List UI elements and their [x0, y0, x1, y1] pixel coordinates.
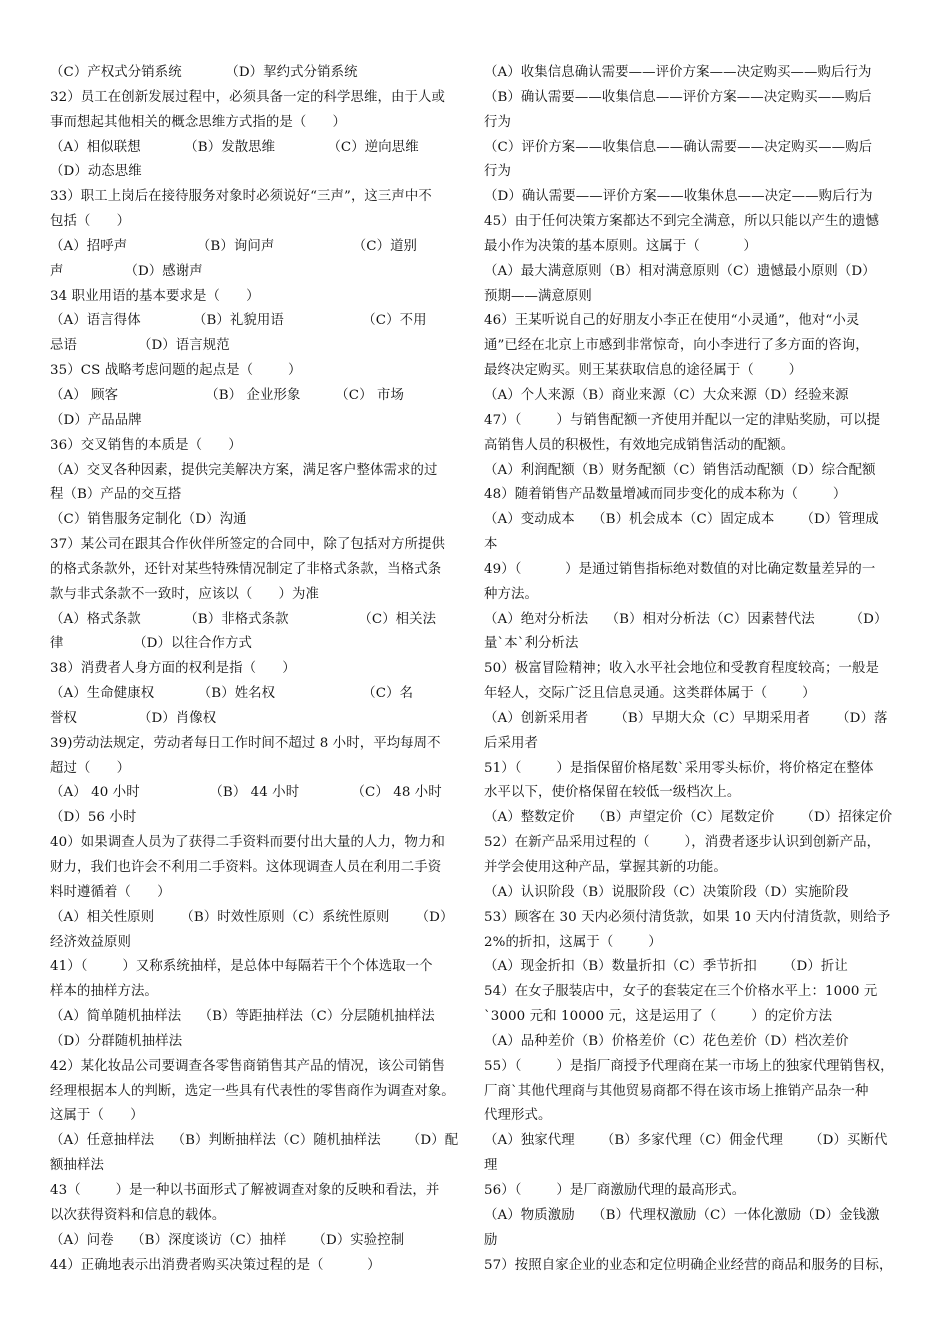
text-line: 励: [484, 1232, 498, 1248]
text-line: 33）职工上岗后在接待服务对象时必须说好“三声”，这三声中不: [50, 189, 432, 205]
text-line: 种方法。: [484, 586, 538, 602]
text-line: 厂商`其他代理商与其他贸易商都不得在该市场上推销产品杂一种: [484, 1083, 869, 1099]
text-line: 46）王某听说自己的好朋友小李正在使用“小灵通”，他对“小灵: [484, 313, 860, 329]
text-line: 经济效益原则: [50, 934, 131, 950]
text-line: 56）（ ）是厂商激励代理的最高形式。: [484, 1182, 746, 1198]
text-line: 34 职业用语的基本要求是（ ）: [50, 288, 260, 304]
text-line: 通”已经在北京上市感到非常惊奇，向小李进行了多方面的咨询，: [484, 338, 869, 354]
text-line: 水平以下，使价格保留在较低一级档次上。: [484, 785, 741, 801]
text-line: （A）整数定价 （B）声望定价（C）尾数定价 （D）招徕定价: [484, 810, 893, 826]
text-line: 声 （D）感谢声: [50, 263, 203, 279]
text-line: 行为: [484, 164, 511, 180]
text-line: 52）在新产品采用过程的（ ），消费者逐步认识到创新产品，: [484, 835, 881, 851]
text-line: （A）任意抽样法 （B）判断抽样法（C）随机抽样法 （D）配: [50, 1133, 459, 1149]
text-line: 经理根据本人的判断，选定一些具有代表性的零售商作为调查对象。: [50, 1083, 455, 1099]
text-line: 后采用者: [484, 735, 538, 751]
text-line: （D）确认需要——评价方案——收集休息——决定——购后行为: [484, 189, 873, 205]
text-line: 48）随着销售产品数量增减而同步变化的成本称为（ ）: [484, 487, 847, 503]
text-line: （A）个人来源（B）商业来源（C）大众来源（D）经验来源: [484, 387, 849, 403]
text-line: 超过（ ）: [50, 760, 131, 776]
text-line: 这属于（ ）: [50, 1108, 144, 1124]
text-line: 并学会使用这种产品，掌握其新的功能。: [484, 860, 727, 875]
text-line: 50）极富冒险精神；收入水平社会地位和受教育程度较高；一般是: [484, 661, 879, 677]
text-line: （A）独家代理 （B）多家代理（C）佣金代理 （D）买断代: [484, 1133, 888, 1149]
text-line: 忌语 （D）语言规范: [50, 338, 230, 354]
text-line: 41）（ ）又称系统抽样，是总体中每隔若干个个体选取一个: [50, 959, 433, 975]
text-line: （A）简单随机抽样法 （B）等距抽样法（C）分层随机抽样法: [50, 1009, 435, 1025]
text-line: 包括（ ）: [50, 214, 131, 230]
text-line: 额抽样法: [50, 1158, 104, 1174]
text-line: 44）正确地表示出消费者购买决策过程的是（ ）: [50, 1257, 381, 1273]
text-line: （A）变动成本 （B）机会成本（C）固定成本 （D）管理成: [484, 512, 879, 528]
text-line: （A） 顾客 （B） 企业形象 （C） 市场: [50, 387, 404, 403]
text-line: （A）格式条款 （B）非格式条款 （C）相关法: [50, 611, 437, 627]
text-line: （A）认识阶段（B）说服阶段（C）决策阶段（D）实施阶段: [484, 884, 849, 900]
text-line: （A）品种差价（B）价格差价（C）花色差价（D）档次差价: [484, 1033, 849, 1049]
text-line: 以次获得资料和信息的载体。: [50, 1207, 226, 1223]
text-line: （A）问卷 （B）深度谈访（C）抽样 （D）实验控制: [50, 1232, 405, 1248]
text-line: 料时遵循着（ ）: [50, 884, 171, 900]
text-line: 36）交叉销售的本质是（ ）: [50, 437, 242, 453]
text-line: 高销售人员的积极性，有效地完成销售活动的配额。: [484, 437, 795, 453]
text-line: （A）招呼声 （B）询问声 （C）道别: [50, 238, 418, 254]
text-line: （A）相关性原则 （B）时效性原则（C）系统性原则 （D）: [50, 909, 454, 925]
text-line: 55）（ ）是指厂商授予代理商在某一市场上的独家代理销售权，: [484, 1058, 894, 1074]
text-line: （D）产品品牌: [50, 412, 142, 428]
text-line: 43（ ）是一种以书面形式了解被调查对象的反映和看法，并: [50, 1182, 440, 1198]
text-line: 39)劳动法规定，劳动者每日工作时间不超过 8 小时，平均每周不: [50, 735, 441, 751]
text-line: 最小作为决策的基本原则。这属于（ ）: [484, 238, 757, 254]
text-line: （D）动态思维: [50, 164, 142, 180]
text-line: （C）销售服务定制化（D）沟通: [50, 512, 247, 528]
text-line: （A）收集信息确认需要——评价方案——决定购买——购后行为: [484, 65, 872, 80]
text-line: 47）（ ）与销售配额一齐使用并配以一定的津贴奖励，可以提: [484, 412, 881, 428]
text-line: （A）利润配额（B）财务配额（C）销售活动配额（D）综合配额: [484, 462, 876, 478]
text-line: 51）（ ）是指保留价格尾数`采用零头标价，将价格定在整体: [484, 760, 874, 776]
text-line: 理: [484, 1158, 498, 1174]
text-line: 量`本`利分析法: [484, 636, 579, 652]
text-line: 40）如果调查人员为了获得二手资料而要付出大量的人力，物力和: [50, 835, 445, 851]
text-line: 本: [484, 537, 498, 553]
text-line: 最终决定购买。则王某获取信息的途径属于（ ）: [484, 363, 803, 379]
text-line: （D）56 小时: [50, 810, 137, 826]
text-line: （A）相似联想 （B）发散思维 （C）逆向思维: [50, 139, 419, 155]
left-column: [50, 61, 468, 1278]
text-line: 57）按照自家企业的业态和定位明确企业经营的商品和服务的目标，: [484, 1257, 893, 1273]
text-line: 誉权 （D）肖像权: [50, 710, 217, 726]
text-line: （A）最大满意原则（B）相对满意原则（C）遗憾最小原则（D）: [484, 263, 876, 279]
text-line: （A）绝对分析法 （B）相对分析法（C）因素替代法 （D）: [484, 611, 888, 627]
text-line: 49）（ ）是通过销售指标绝对数值的对比确定数量差异的一: [484, 561, 876, 577]
text-line: 45）由于任何决策方案都达不到完全满意，所以只能以产生的遗憾: [484, 214, 879, 230]
text-line: （A）创新采用者 （B）早期大众（C）早期采用者 （D）落: [484, 710, 888, 726]
text-line: 32）员工在创新发展过程中，必须具备一定的科学思维，由于人或: [50, 89, 445, 105]
text-line: 预期——满意原则: [484, 288, 592, 304]
text-line: `3000 元和 10000 元，这是运用了（ ）的定价方法: [484, 1009, 833, 1025]
text-line: 代理形式。: [484, 1108, 552, 1124]
text-line: （A） 40 小时 （B） 44 小时 （C） 48 小时: [50, 785, 442, 801]
text-line: 42）某化妆品公司要调查各零售商销售其产品的情况，该公司销售: [50, 1058, 445, 1074]
text-line: （A）物质激励 （B）代理权激励（C）一体化激励（D）金钱激: [484, 1207, 880, 1223]
text-line: （D）分群随机抽样法: [50, 1033, 183, 1049]
text-line: （A）生命健康权 （B）姓名权 （C）名: [50, 686, 414, 702]
text-line: 53）顾客在 30 天内必须付清货款，如果 10 天内付清货款，则给予: [484, 909, 891, 925]
text-line: （A）现金折扣（B）数量折扣（C）季节折扣 （D）折让: [484, 959, 848, 975]
text-line: （A）语言得体 （B）礼貌用语 （C）不用: [50, 313, 427, 329]
text-line: 律 （D）以往合作方式: [50, 636, 252, 652]
text-line: 事而想起其他相关的概念思维方式指的是（ ）: [50, 114, 346, 130]
text-line: 财力，我们也许会不利用二手资料。这体现调查人员在利用二手资: [50, 860, 442, 875]
text-line: （C）评价方案——收集信息——确认需要——决定购买——购后: [484, 139, 873, 155]
text-line: （A）交叉各种因素，提供完美解决方案，满足客户整体需求的过: [50, 462, 438, 478]
text-line: 款与非式条款不一致时，应该以（ ）为准: [50, 586, 319, 602]
text-line: 37）某公司在跟其合作伙伴所签定的合同中，除了包括对方所提供: [50, 537, 445, 553]
text-line: 样本的抽样方法。: [50, 984, 158, 1000]
text-line: （B）确认需要——收集信息——评价方案——决定购买——购后: [484, 89, 872, 105]
text-line: （C）产权式分销系统 （D）挈约式分销系统: [50, 65, 358, 80]
text-line: 54）在女子服装店中，女子的套装定在三个价格水平上：1000 元: [484, 984, 878, 1000]
text-line: 35）CS 战略考虑问题的起点是（ ）: [50, 363, 302, 379]
text-line: 38）消费者人身方面的权利是指（ ）: [50, 661, 296, 677]
text-line: 行为: [484, 114, 511, 130]
text-line: 的格式条款外，还针对某些特殊情况制定了非格式条款，当格式条: [50, 561, 442, 577]
right-column: [484, 61, 902, 1278]
text-line: 2%的折扣，这属于（ ）: [484, 934, 662, 950]
text-line: 年轻人，交际广泛且信息灵通。这类群体属于（ ）: [484, 686, 816, 702]
text-line: 程（B）产品的交互搭: [50, 487, 182, 503]
